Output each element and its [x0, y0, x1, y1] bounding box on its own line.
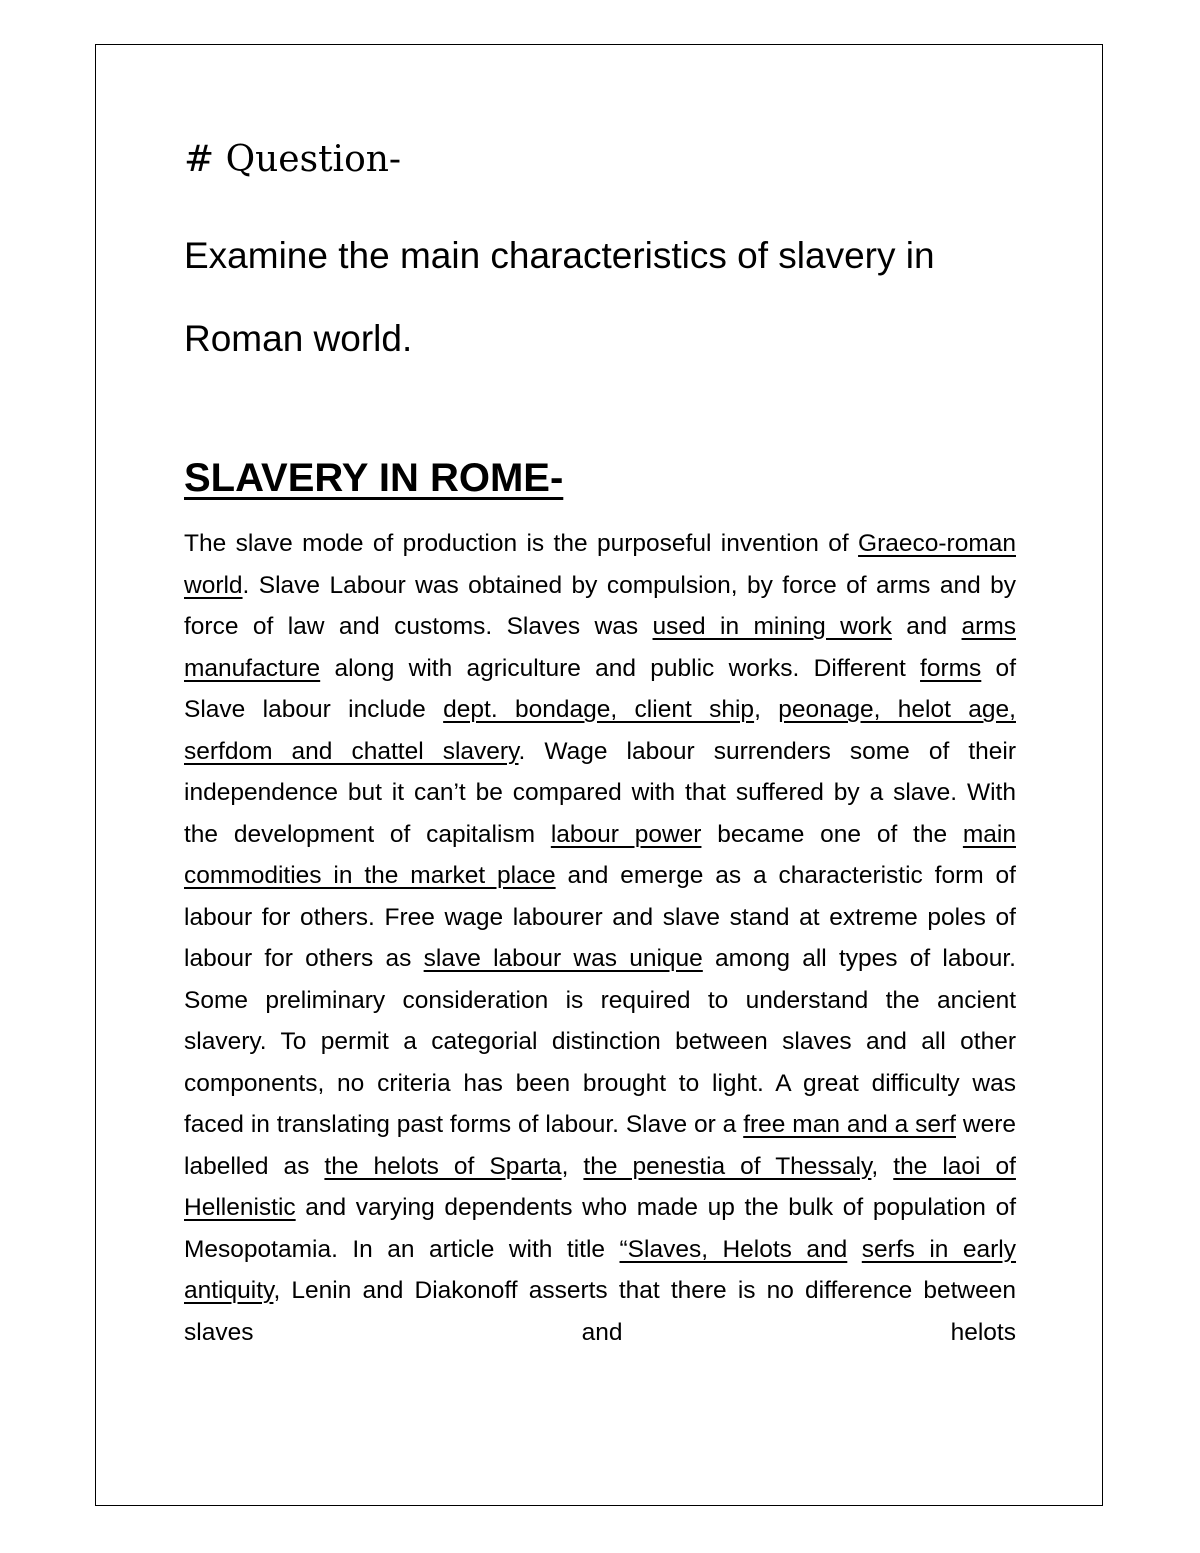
- text-run: ,: [561, 1152, 584, 1180]
- body-paragraph: [184, 523, 1016, 1353]
- question-heading: # Question-: [184, 139, 402, 180]
- question-text: Examine the main characteristics of slavery in Roman world.: [184, 235, 935, 359]
- underlined-phrase: slave labour was unique: [423, 945, 703, 972]
- text-run: along with agriculture and public works. Different: [320, 654, 921, 682]
- text-run: ,: [754, 696, 779, 723]
- underlined-phrase: main commodities in the market place: [184, 820, 1016, 889]
- section-title: SLAVERY IN ROME-: [184, 456, 564, 500]
- underlined-phrase: peonage, helot age, serfdom and chattel slavery: [184, 696, 1016, 765]
- text-run: of Slave labour include: [184, 654, 1016, 723]
- text-run: The slave mode of production is the purposeful invention of: [184, 530, 859, 557]
- underlined-phrase: Hellenistic: [184, 1194, 296, 1221]
- underlined-phrase: arms manufacture: [184, 613, 1016, 682]
- text-run: ,: [871, 1152, 894, 1180]
- underlined-phrase: the laoi of: [893, 1152, 1016, 1180]
- text-run: and: [891, 613, 962, 640]
- underlined-phrase: free man and a serf: [743, 1111, 956, 1138]
- text-run: became one of the: [701, 820, 963, 848]
- underlined-phrase: “Slaves, Helots and: [619, 1235, 848, 1263]
- text-run: [847, 1236, 861, 1263]
- text-run: were labelled as: [184, 1111, 1016, 1180]
- underlined-phrase: serfs in early antiquity: [184, 1235, 1017, 1304]
- underlined-phrase: forms: [920, 654, 982, 682]
- underlined-phrase: used in mining work: [652, 613, 892, 640]
- underlined-phrase: dept. bondage, client ship: [443, 696, 755, 723]
- underlined-phrase: Graeco-roman world: [184, 530, 1016, 599]
- text-run: among all types of labour. Some preliminary consideration is required to understand the ancient slavery. To permit a categorial distinction between slaves and all other components, no criteria has been brought to light. A great difficulty was faced in translating past forms of labour. Slave or a: [184, 945, 1016, 1138]
- text-run: , Lenin and Diakonoff asserts that there is no difference between slaves and helots: [184, 1277, 1016, 1346]
- text-run: and emerge as a characteristic form of labour for others. Free wage labourer and slave stand at extreme poles of labour for others as: [184, 862, 1016, 972]
- text-run: . Slave Labour was obtained by compulsion, by force of arms and by force of law and customs. Slaves was: [184, 571, 1016, 640]
- underlined-phrase: the helots of Sparta: [324, 1152, 562, 1180]
- text-run: . Wage labour surrenders some of their independence but it can’t be compared with that suffered by a slave. With the development of capitalism: [184, 737, 1016, 848]
- underlined-phrase: the penestia of Thessaly: [583, 1152, 872, 1180]
- underlined-phrase: labour power: [550, 820, 702, 848]
- text-run: and varying dependents who made up the bulk of population of Mesopotamia. In an article with title: [184, 1194, 1016, 1263]
